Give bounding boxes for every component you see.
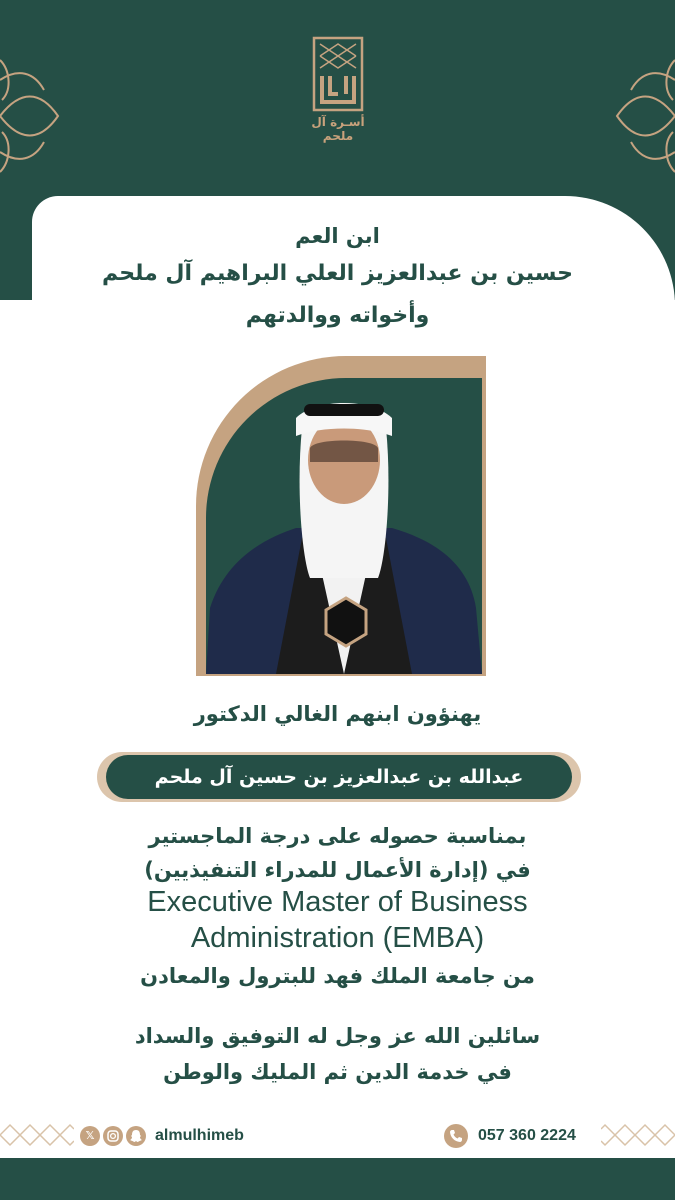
phone-number[interactable]: 057 360 2224 <box>478 1127 576 1144</box>
social-links <box>80 1125 244 1147</box>
logo-text: أسـرة آل ملحم <box>311 115 365 143</box>
footer-pattern-left-icon <box>0 1120 74 1150</box>
relation-title: ابن العم <box>295 224 380 248</box>
family-logo <box>298 36 378 143</box>
university-line: من جامعة الملك فهد للبترول والمعادن <box>140 964 535 988</box>
degree-english-line1: Executive Master of Business <box>147 886 528 918</box>
congrats-line: يهنؤون ابنهم الغالي الدكتور <box>193 702 482 726</box>
phone-icon[interactable] <box>444 1124 468 1148</box>
family-emblem-icon <box>312 36 364 112</box>
floral-ornament-left-icon <box>0 50 62 182</box>
honoree-name-banner <box>97 752 581 802</box>
snapchat-icon[interactable] <box>126 1126 146 1146</box>
x-icon[interactable]: 𝕏 <box>80 1126 100 1146</box>
instagram-icon[interactable] <box>103 1126 123 1146</box>
occasion-line: بمناسبة حصوله على درجة الماجستير <box>148 824 527 848</box>
sender-family: وأخواته ووالدتهم <box>245 303 430 328</box>
graduate-portrait-icon <box>206 378 482 674</box>
photo-frame <box>196 356 486 676</box>
graduate-photo <box>206 378 482 674</box>
floral-ornament-right-icon <box>613 50 675 182</box>
prayer-line2: في خدمة الدين ثم المليك والوطن <box>163 1060 512 1084</box>
footer-pattern-right-icon <box>601 1120 675 1150</box>
social-handle[interactable]: almulhimeb <box>155 1127 244 1144</box>
phone-contact <box>444 1124 576 1148</box>
honoree-name: عبدالله بن عبدالعزيز بن حسين آل ملحم <box>106 755 572 799</box>
degree-english-line2: Administration (EMBA) <box>190 922 485 954</box>
degree-line: في (إدارة الأعمال للمدراء التنفيذيين) <box>144 858 531 882</box>
footer-band <box>0 1158 675 1200</box>
prayer-line1: سائلين الله عز وجل له التوفيق والسداد <box>134 1024 541 1048</box>
sender-name: حسين بن عبدالعزيز العلي البراهيم آل ملحم <box>102 261 573 286</box>
